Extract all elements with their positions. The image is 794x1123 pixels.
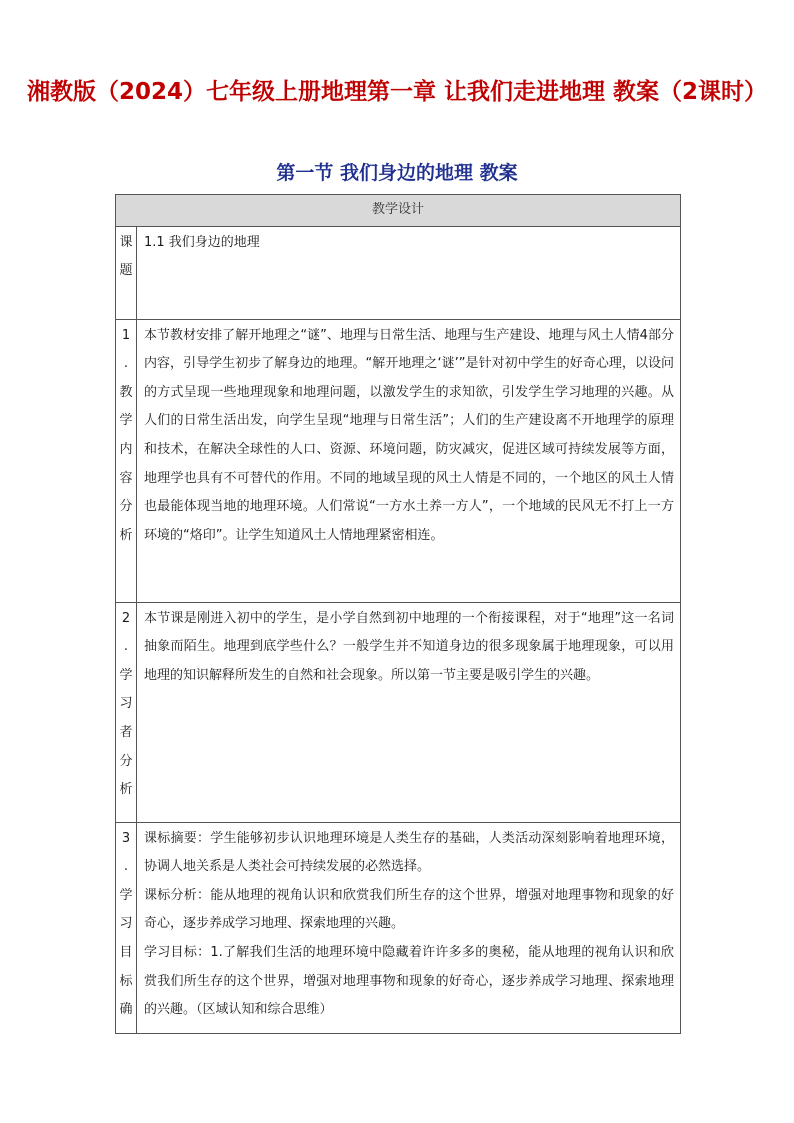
curriculum-analysis-text: 课标分析：能从地理的视角认识和欣赏我们所生存的这个世界，增强对地理事物和现象的好奇心，逐步养成学习地理、探索地理的兴趣。 xyxy=(144,887,675,932)
row-content-learning-goals xyxy=(137,822,681,1033)
content-analysis-text: 本节教材安排了解开地理之“谜”、地理与日常生活、地理与生产建设、地理与风土人情4部分内容，引导学生初步了解身边的地理。“解开地理之‘谜’”是针对初中学生的好奇心理，以设问的方式呈现一些地理现象和地理问题，以激发学生的求知欲，引发学生学习地理的兴趣。从人们的日常生活出发，向学生呈现“地理与日常生活”；人们的生产建设离不开地理学的原理和技术，在解决全球性的人口、资源、环境问题，防灾减灾，促进区域可持续发展等方面，地理学也具有不可替代的作用。不同的地域呈现的风土人情是不同的，一个地区的风土人情也最能体现当地的地理环境。人们常说“一方水土养一方人”，一个地域的民风无不打上一方环境的“烙印”。让学生知道风土人情地理紧密相连。 xyxy=(144,327,675,543)
lesson-plan-table xyxy=(115,194,681,1034)
learner-analysis-text: 本节课是刚进入初中的学生，是小学自然到初中地理的一个衔接课程，对于“地理”这一名词抽象而陌生。地理到底学些什么？一般学生并不知道身边的很多现象属于地理现象，可以用地理的知识解释所发生的自然和社会现象。所以第一节主要是吸引学生的兴趣。 xyxy=(144,610,675,683)
curriculum-summary-text: 课标摘要：学生能够初步认识地理环境是人类生存的基础，人类活动深刻影响着地理环境，协调人地关系是人类社会可持续发展的必然选择。 xyxy=(144,830,675,875)
table-row xyxy=(116,319,681,602)
section-title: 第一节 我们身边的地理 教案 xyxy=(276,162,518,184)
learning-goal-text: 学习目标：1.了解我们生活的地理环境中隐藏着许许多多的奥秘，能从地理的视角认识和欣赏我们所生存的这个世界，增强对地理事物和现象的好奇心，逐步养成学习地理、探索地理的兴趣。（区域认知和综合思维） xyxy=(144,944,675,1018)
row-label-content-analysis: 1 . 教 学 内 容 分 析 xyxy=(116,319,137,602)
row-content-content-analysis xyxy=(137,319,681,602)
table-header: 教学设计 xyxy=(116,195,681,227)
lesson-name: 1.1 我们身边的地理 xyxy=(144,234,260,250)
row-label-topic: 课 题 xyxy=(116,226,137,319)
row-label-learning-goals: 3 . 学 习 目 标 确 xyxy=(116,822,137,1033)
table-row xyxy=(116,602,681,822)
document-title: 湘教版（2024）七年级上册地理第一章 让我们走进地理 教案（2课时） xyxy=(26,79,768,105)
row-label-learner-analysis: 2 . 学 习 者 分 析 xyxy=(116,602,137,822)
table-header-row xyxy=(116,195,681,227)
table-row xyxy=(116,226,681,319)
row-content-topic xyxy=(137,226,681,319)
row-content-learner-analysis xyxy=(137,602,681,822)
table-row xyxy=(116,822,681,1033)
